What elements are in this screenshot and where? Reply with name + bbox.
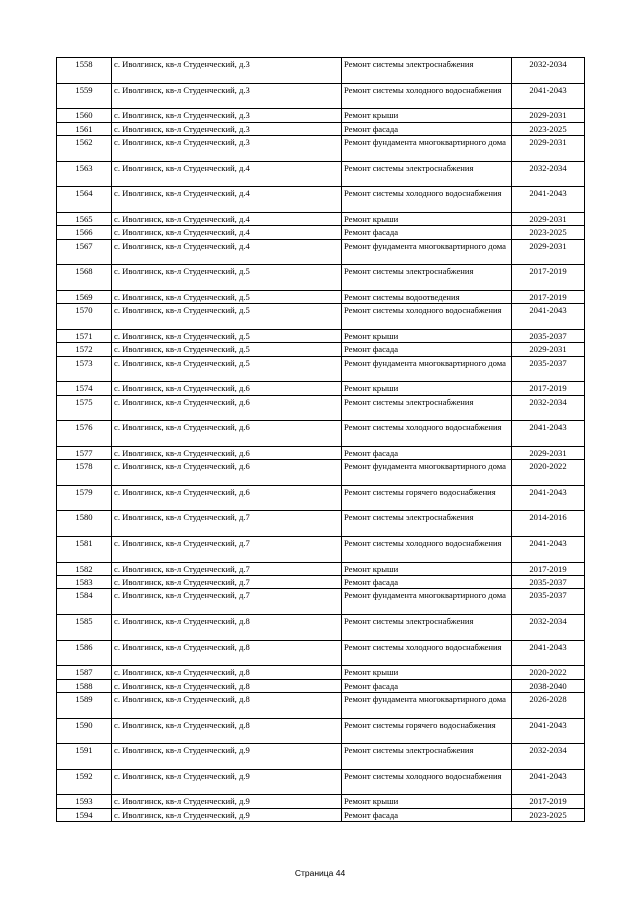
row-number-cell: 1588 [57, 679, 112, 692]
work-type-cell: Ремонт фундамента многоквартирного дома [342, 136, 512, 162]
period-cell: 2035-2037 [512, 575, 585, 588]
address-cell: с. Иволгинск, кв-л Студенческий, д.5 [112, 343, 342, 356]
work-type-cell: Ремонт крыши [342, 382, 512, 395]
address-cell: с. Иволгинск, кв-л Студенческий, д.3 [112, 58, 342, 84]
address-cell: с. Иволгинск, кв-л Студенческий, д.7 [112, 589, 342, 615]
table-row [57, 329, 585, 342]
address-cell: с. Иволгинск, кв-л Студенческий, д.6 [112, 421, 342, 447]
address-cell: с. Иволгинск, кв-л Студенческий, д.4 [112, 239, 342, 265]
work-type-cell: Ремонт крыши [342, 109, 512, 122]
period-cell: 2035-2037 [512, 589, 585, 615]
period-cell: 2032-2034 [512, 395, 585, 421]
period-cell: 2014-2016 [512, 511, 585, 537]
period-cell: 2017-2019 [512, 562, 585, 575]
table-row [57, 421, 585, 447]
row-number-cell: 1578 [57, 460, 112, 486]
address-cell: с. Иволгинск, кв-л Студенческий, д.5 [112, 265, 342, 291]
row-number-cell: 1568 [57, 265, 112, 291]
work-type-cell: Ремонт системы электроснабжения [342, 511, 512, 537]
row-number-cell: 1567 [57, 239, 112, 265]
address-cell: с. Иволгинск, кв-л Студенческий, д.3 [112, 83, 342, 109]
address-cell: с. Иволгинск, кв-л Студенческий, д.9 [112, 744, 342, 770]
table-row [57, 212, 585, 225]
address-cell: с. Иволгинск, кв-л Студенческий, д.8 [112, 692, 342, 718]
period-cell: 2035-2037 [512, 356, 585, 382]
address-cell: с. Иволгинск, кв-л Студенческий, д.6 [112, 460, 342, 486]
period-cell: 2032-2034 [512, 58, 585, 84]
address-cell: с. Иволгинск, кв-л Студенческий, д.4 [112, 226, 342, 239]
row-number-cell: 1563 [57, 161, 112, 187]
address-cell: с. Иволгинск, кв-л Студенческий, д.4 [112, 187, 342, 213]
table-row [57, 744, 585, 770]
table-row [57, 109, 585, 122]
period-cell: 2017-2019 [512, 265, 585, 291]
address-cell: с. Иволгинск, кв-л Студенческий, д.7 [112, 536, 342, 562]
address-cell: с. Иволгинск, кв-л Студенческий, д.4 [112, 212, 342, 225]
page-number: Страница 44 [294, 868, 346, 878]
period-cell: 2017-2019 [512, 795, 585, 808]
work-type-cell: Ремонт системы электроснабжения [342, 395, 512, 421]
period-cell: 2041-2043 [512, 536, 585, 562]
table-row [57, 187, 585, 213]
work-type-cell: Ремонт системы горячего водоснабжения [342, 718, 512, 744]
period-cell: 2041-2043 [512, 640, 585, 666]
row-number-cell: 1571 [57, 329, 112, 342]
table-row [57, 58, 585, 84]
period-cell: 2041-2043 [512, 421, 585, 447]
period-cell: 2017-2019 [512, 382, 585, 395]
table-row [57, 485, 585, 511]
table-row [57, 239, 585, 265]
table-row [57, 575, 585, 588]
address-cell: с. Иволгинск, кв-л Студенческий, д.3 [112, 109, 342, 122]
address-cell: с. Иволгинск, кв-л Студенческий, д.5 [112, 356, 342, 382]
work-type-cell: Ремонт системы холодного водоснабжения [342, 83, 512, 109]
table-row [57, 395, 585, 421]
table-row [57, 356, 585, 382]
period-cell: 2032-2034 [512, 614, 585, 640]
row-number-cell: 1566 [57, 226, 112, 239]
address-cell: с. Иволгинск, кв-л Студенческий, д.9 [112, 795, 342, 808]
work-type-cell: Ремонт системы электроснабжения [342, 58, 512, 84]
work-type-cell: Ремонт системы холодного водоснабжения [342, 769, 512, 795]
work-type-cell: Ремонт фасада [342, 575, 512, 588]
work-type-cell: Ремонт фасада [342, 226, 512, 239]
row-number-cell: 1560 [57, 109, 112, 122]
table-row [57, 265, 585, 291]
works-table-body [57, 58, 585, 822]
work-type-cell: Ремонт системы электроснабжения [342, 161, 512, 187]
table-row [57, 718, 585, 744]
work-type-cell: Ремонт фундамента многоквартирного дома [342, 239, 512, 265]
row-number-cell: 1575 [57, 395, 112, 421]
work-type-cell: Ремонт фундамента многоквартирного дома [342, 589, 512, 615]
table-row [57, 795, 585, 808]
address-cell: с. Иволгинск, кв-л Студенческий, д.6 [112, 446, 342, 459]
address-cell: с. Иволгинск, кв-л Студенческий, д.7 [112, 575, 342, 588]
row-number-cell: 1594 [57, 808, 112, 821]
period-cell: 2029-2031 [512, 446, 585, 459]
address-cell: с. Иволгинск, кв-л Студенческий, д.7 [112, 511, 342, 537]
table-row [57, 460, 585, 486]
row-number-cell: 1592 [57, 769, 112, 795]
row-number-cell: 1561 [57, 122, 112, 135]
period-cell: 2032-2034 [512, 744, 585, 770]
work-type-cell: Ремонт системы горячего водоснабжения [342, 485, 512, 511]
row-number-cell: 1574 [57, 382, 112, 395]
period-cell: 2035-2037 [512, 329, 585, 342]
address-cell: с. Иволгинск, кв-л Студенческий, д.3 [112, 122, 342, 135]
period-cell: 2023-2025 [512, 122, 585, 135]
work-type-cell: Ремонт фундамента многоквартирного дома [342, 460, 512, 486]
work-type-cell: Ремонт фундамента многоквартирного дома [342, 356, 512, 382]
table-row [57, 769, 585, 795]
table-row [57, 562, 585, 575]
row-number-cell: 1586 [57, 640, 112, 666]
row-number-cell: 1579 [57, 485, 112, 511]
period-cell: 2020-2022 [512, 460, 585, 486]
work-type-cell: Ремонт системы холодного водоснабжения [342, 187, 512, 213]
work-type-cell: Ремонт фасада [342, 122, 512, 135]
period-cell: 2029-2031 [512, 239, 585, 265]
row-number-cell: 1590 [57, 718, 112, 744]
table-row [57, 226, 585, 239]
row-number-cell: 1593 [57, 795, 112, 808]
works-table [56, 57, 585, 822]
address-cell: с. Иволгинск, кв-л Студенческий, д.7 [112, 562, 342, 575]
row-number-cell: 1576 [57, 421, 112, 447]
period-cell: 2029-2031 [512, 136, 585, 162]
address-cell: с. Иволгинск, кв-л Студенческий, д.8 [112, 640, 342, 666]
row-number-cell: 1562 [57, 136, 112, 162]
table-row [57, 640, 585, 666]
address-cell: с. Иволгинск, кв-л Студенческий, д.5 [112, 304, 342, 330]
table-row [57, 679, 585, 692]
row-number-cell: 1559 [57, 83, 112, 109]
row-number-cell: 1580 [57, 511, 112, 537]
period-cell: 2029-2031 [512, 343, 585, 356]
row-number-cell: 1564 [57, 187, 112, 213]
work-type-cell: Ремонт системы электроснабжения [342, 265, 512, 291]
address-cell: с. Иволгинск, кв-л Студенческий, д.4 [112, 161, 342, 187]
address-cell: с. Иволгинск, кв-л Студенческий, д.9 [112, 808, 342, 821]
address-cell: с. Иволгинск, кв-л Студенческий, д.8 [112, 679, 342, 692]
period-cell: 2038-2040 [512, 679, 585, 692]
period-cell: 2041-2043 [512, 187, 585, 213]
address-cell: с. Иволгинск, кв-л Студенческий, д.5 [112, 329, 342, 342]
table-row [57, 614, 585, 640]
row-number-cell: 1558 [57, 58, 112, 84]
work-type-cell: Ремонт системы холодного водоснабжения [342, 421, 512, 447]
address-cell: с. Иволгинск, кв-л Студенческий, д.6 [112, 485, 342, 511]
row-number-cell: 1573 [57, 356, 112, 382]
row-number-cell: 1582 [57, 562, 112, 575]
table-row [57, 692, 585, 718]
work-type-cell: Ремонт крыши [342, 795, 512, 808]
work-type-cell: Ремонт системы холодного водоснабжения [342, 304, 512, 330]
row-number-cell: 1569 [57, 290, 112, 303]
period-cell: 2029-2031 [512, 212, 585, 225]
table-row [57, 136, 585, 162]
work-type-cell: Ремонт фасада [342, 808, 512, 821]
address-cell: с. Иволгинск, кв-л Студенческий, д.8 [112, 666, 342, 679]
work-type-cell: Ремонт системы электроснабжения [342, 744, 512, 770]
address-cell: с. Иволгинск, кв-л Студенческий, д.6 [112, 395, 342, 421]
work-type-cell: Ремонт крыши [342, 666, 512, 679]
period-cell: 2041-2043 [512, 485, 585, 511]
work-type-cell: Ремонт фасада [342, 343, 512, 356]
row-number-cell: 1587 [57, 666, 112, 679]
work-type-cell: Ремонт системы холодного водоснабжения [342, 536, 512, 562]
address-cell: с. Иволгинск, кв-л Студенческий, д.8 [112, 718, 342, 744]
row-number-cell: 1577 [57, 446, 112, 459]
work-type-cell: Ремонт системы электроснабжения [342, 614, 512, 640]
table-row [57, 382, 585, 395]
table-row [57, 536, 585, 562]
table-row [57, 446, 585, 459]
work-type-cell: Ремонт фасада [342, 446, 512, 459]
period-cell: 2041-2043 [512, 769, 585, 795]
period-cell: 2041-2043 [512, 718, 585, 744]
row-number-cell: 1584 [57, 589, 112, 615]
address-cell: с. Иволгинск, кв-л Студенческий, д.6 [112, 382, 342, 395]
work-type-cell: Ремонт фундамента многоквартирного дома [342, 692, 512, 718]
table-row [57, 511, 585, 537]
row-number-cell: 1565 [57, 212, 112, 225]
table-row [57, 666, 585, 679]
row-number-cell: 1591 [57, 744, 112, 770]
work-type-cell: Ремонт системы холодного водоснабжения [342, 640, 512, 666]
work-type-cell: Ремонт крыши [342, 212, 512, 225]
row-number-cell: 1570 [57, 304, 112, 330]
period-cell: 2041-2043 [512, 304, 585, 330]
table-row [57, 589, 585, 615]
address-cell: с. Иволгинск, кв-л Студенческий, д.8 [112, 614, 342, 640]
table-row [57, 343, 585, 356]
table-row [57, 304, 585, 330]
table-row [57, 83, 585, 109]
period-cell: 2023-2025 [512, 808, 585, 821]
period-cell: 2026-2028 [512, 692, 585, 718]
period-cell: 2041-2043 [512, 83, 585, 109]
period-cell: 2020-2022 [512, 666, 585, 679]
table-row [57, 122, 585, 135]
row-number-cell: 1581 [57, 536, 112, 562]
row-number-cell: 1583 [57, 575, 112, 588]
table-row [57, 290, 585, 303]
address-cell: с. Иволгинск, кв-л Студенческий, д.9 [112, 769, 342, 795]
table-row [57, 808, 585, 821]
period-cell: 2023-2025 [512, 226, 585, 239]
period-cell: 2017-2019 [512, 290, 585, 303]
table-row [57, 161, 585, 187]
row-number-cell: 1589 [57, 692, 112, 718]
address-cell: с. Иволгинск, кв-л Студенческий, д.3 [112, 136, 342, 162]
work-type-cell: Ремонт фасада [342, 679, 512, 692]
period-cell: 2032-2034 [512, 161, 585, 187]
period-cell: 2029-2031 [512, 109, 585, 122]
work-type-cell: Ремонт системы водоотведения [342, 290, 512, 303]
work-type-cell: Ремонт крыши [342, 329, 512, 342]
row-number-cell: 1585 [57, 614, 112, 640]
row-number-cell: 1572 [57, 343, 112, 356]
address-cell: с. Иволгинск, кв-л Студенческий, д.5 [112, 290, 342, 303]
work-type-cell: Ремонт крыши [342, 562, 512, 575]
